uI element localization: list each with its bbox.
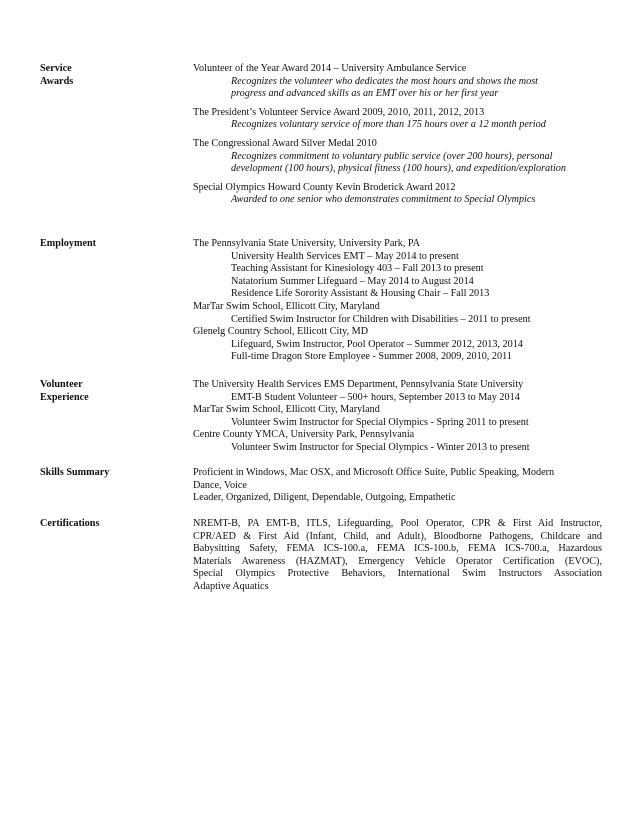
job-role: Residence Life Sorority Assistant & Housing Chair – Fall 2013 <box>231 288 490 300</box>
skills-line: Proficient in Windows, Mac OSX, and Microsoft Office Suite, Public Speaking, Modern <box>193 467 555 478</box>
employer-name: The Pennsylvania State University, University Park, PA <box>193 238 421 249</box>
volunteer-org: The University Health Services EMS Department, Pennsylvania State University <box>193 379 524 390</box>
job-role: Certified Swim Instructor for Children with Disabilities – 2011 to present <box>231 313 531 325</box>
skills-line: Dance, Voice <box>193 479 247 491</box>
certifications-line: CPR/AED & First Aid (Infant, Child, and Adult), Bloodborne Pathogens, Childcare and <box>193 530 602 542</box>
award-title: Volunteer of the Year Award 2014 – University Ambulance Service <box>193 63 467 74</box>
section-label-volunteer: Volunteer Experience <box>40 379 89 403</box>
award-title: The Congressional Award Silver Medal 2010 <box>193 137 377 149</box>
volunteer-org: Centre County YMCA, University Park, Pennsylvania <box>193 429 415 441</box>
award-title: Special Olympics Howard County Kevin Broderick Award 2012 <box>193 181 456 193</box>
volunteer-content <box>193 379 602 455</box>
award-description: development (100 hours), physical fitness (100 hours), and expedition/exploration <box>231 163 566 175</box>
employment-content <box>193 238 602 364</box>
job-role: University Health Services EMT – May 2014 to present <box>231 250 459 262</box>
volunteer-role: EMT-B Student Volunteer – 500+ hours, September 2013 to May 2014 <box>231 391 520 403</box>
volunteer-role: Volunteer Swim Instructor for Special Olympics - Winter 2013 to present <box>231 441 530 453</box>
section-label-service-awards: Service Awards <box>40 63 74 87</box>
certifications-content <box>193 518 602 594</box>
section-label-skills: Skills Summary <box>40 467 110 478</box>
certifications-line: Adaptive Aquatics <box>193 580 269 592</box>
skills-line: Leader, Organized, Diligent, Dependable, Outgoing, Empathetic <box>193 492 456 504</box>
award-title: The President’s Volunteer Service Award 2009, 2010, 2011, 2012, 2013 <box>193 106 485 118</box>
certifications-line: NREMT-B, PA EMT-B, ITLS, Lifeguarding, Pool Operator, CPR & First Aid Instructor, <box>193 518 602 529</box>
skills-content <box>193 467 602 505</box>
award-description: progress and advanced skills as an EMT over his or her first year <box>231 88 499 100</box>
section-label-certifications: Certifications <box>40 518 100 529</box>
employer-name: Glenelg Country School, Ellicott City, MD <box>193 326 369 338</box>
employer-name: MarTar Swim School, Ellicott City, Maryland <box>193 300 380 312</box>
job-role: Lifeguard, Swim Instructor, Pool Operator – Summer 2012, 2013, 2014 <box>231 338 523 350</box>
certifications-line: Babysitting Safety, FEMA ICS-100.a, FEMA ICS-100.b, FEMA ICS-700.a, Hazardous <box>193 543 602 555</box>
service-awards-content <box>193 63 602 207</box>
award-description: Awarded to one senior who demonstrates commitment to Special Olympics <box>231 194 536 206</box>
job-role: Natatorium Summer Lifeguard – May 2014 to August 2014 <box>231 275 474 287</box>
volunteer-org: MarTar Swim School, Ellicott City, Maryland <box>193 404 380 416</box>
job-role: Teaching Assistant for Kinesiology 403 – Fall 2013 to present <box>231 263 484 275</box>
award-description: Recognizes the volunteer who dedicates the most hours and shows the most <box>231 75 539 87</box>
section-label-employment: Employment <box>40 238 97 249</box>
volunteer-role: Volunteer Swim Instructor for Special Olympics - Spring 2011 to present <box>231 416 529 428</box>
award-description: Recognizes voluntary service of more than 175 hours over a 12 month period <box>231 119 546 131</box>
award-description: Recognizes commitment to voluntary public service (over 200 hours), personal <box>231 150 553 162</box>
job-role: Full-time Dragon Store Employee - Summer 2008, 2009, 2010, 2011 <box>231 351 512 363</box>
certifications-line: Materials Awareness (HAZMAT), Emergency Vehicle Operator Certification (EVOC), <box>193 555 602 567</box>
certifications-line: Special Olympics Protective Behaviors, International Swim Instructors Association <box>193 568 602 580</box>
